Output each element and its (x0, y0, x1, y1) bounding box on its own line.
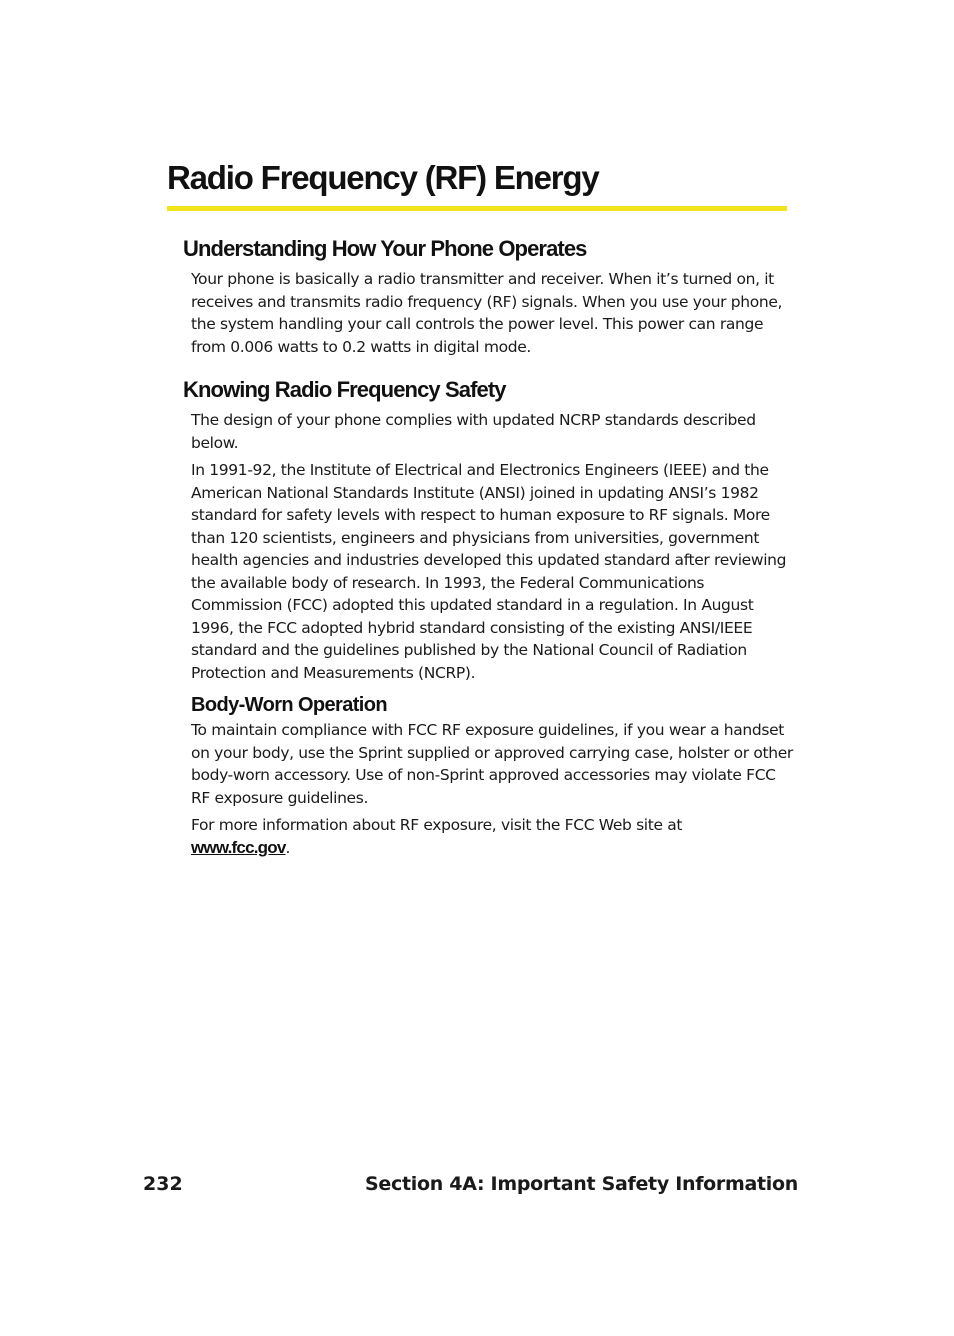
paragraph-more-info (191, 814, 795, 859)
more-info-text: For more information about RF exposure, visit the FCC Web site at (191, 816, 683, 834)
subsection-heading-body-worn: Body-Worn Operation (191, 694, 388, 716)
page-title: Radio Frequency (RF) Energy (167, 159, 599, 196)
fcc-website-link[interactable]: www.fcc.gov (191, 837, 286, 857)
paragraph-ncrp-standards: The design of your phone complies with updated NCRP standards described below. (191, 411, 756, 452)
section-heading-how-phone-operates: Understanding How Your Phone Operates (183, 236, 587, 261)
paragraph-phone-operates: Your phone is basically a radio transmitter and receiver. When it’s turned on, it receives and transmits radio frequency (RF) signals. When you use your phone, the system handling your call controls the power level. This power can range from 0.006 watts to 0.2 watts in digital mode. (191, 270, 783, 356)
section-heading-rf-safety: Knowing Radio Frequency Safety (183, 377, 506, 402)
trailing-period: . (285, 838, 291, 857)
title-rule (167, 206, 787, 211)
page-content (183, 232, 795, 864)
section-label: Section 4A: Important Safety Information (365, 1173, 798, 1195)
paragraph-ieee-ansi-history: In 1991-92, the Institute of Electrical and Electronics Engineers (IEEE) and the American National Standards Institute (ANSI) joined in updating ANSI’s 1982 standard for safety levels with respect to human exposure to RF signals. More than 120 scientists, engineers and physicians from universities, government health agencies and industries developed this updated standard after reviewing the available body of research. In 1993, the Federal Communications Commission (FCC) adopted this updated standard in a regulation. In August 1996, the FCC adopted hybrid standard consisting of the existing ANSI/IEEE standard and the guidelines published by the National Council of Radiation Protection and Measurements (NCRP). (191, 461, 787, 682)
page-number: 232 (143, 1173, 183, 1195)
paragraph-body-worn: To maintain compliance with FCC RF exposure guidelines, if you wear a handset on your body, use the Sprint supplied or approved carrying case, holster or other body-worn accessory. Use of non-Sprint approved accessories may violate FCC RF exposure guidelines. (191, 721, 793, 807)
